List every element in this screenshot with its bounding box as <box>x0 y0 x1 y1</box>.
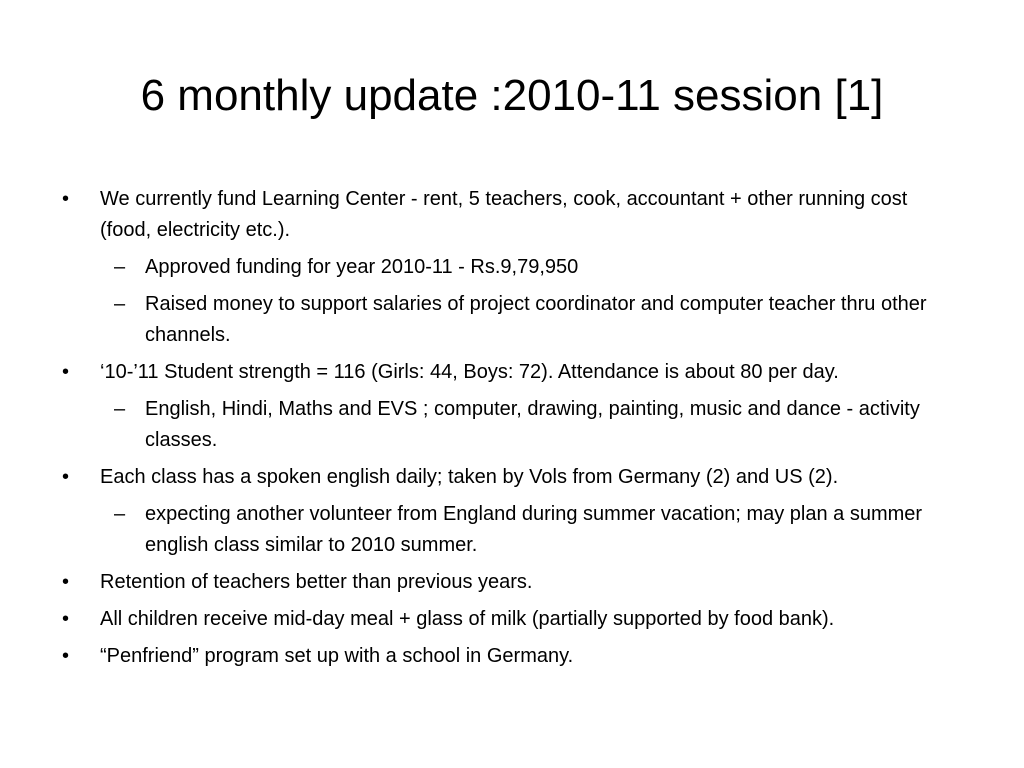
bullet-marker: • <box>62 645 70 667</box>
sub-bullet-item <box>62 394 965 456</box>
sub-bullet-text: English, Hindi, Maths and EVS ; computer, drawing, painting, music and dance - activity classes. <box>145 398 920 451</box>
bullet-marker: • <box>62 361 70 383</box>
bullet-marker: • <box>62 188 70 210</box>
bullet-marker: • <box>62 608 70 630</box>
dash-marker: – <box>114 398 126 420</box>
bullet-item <box>62 604 922 635</box>
sub-bullet-item <box>62 289 965 351</box>
bullet-item <box>62 641 922 672</box>
bullet-text: Each class has a spoken english daily; taken by Vols from Germany (2) and US (2). <box>100 466 839 488</box>
bullet-list <box>62 184 982 678</box>
dash-marker: – <box>114 293 126 315</box>
sub-bullet-item <box>62 252 965 283</box>
sub-bullet-text: expecting another volunteer from England during summer vacation; may plan a summer english class similar to 2010 summer. <box>145 503 923 556</box>
bullet-text: ‘10-’11 Student strength = 116 (Girls: 44, Boys: 72). Attendance is about 80 per day. <box>100 361 839 383</box>
sub-bullet-item <box>62 499 965 561</box>
bullet-marker: • <box>62 571 70 593</box>
bullet-text: Retention of teachers better than previous years. <box>100 571 533 593</box>
dash-marker: – <box>114 503 126 525</box>
bullet-text: We currently fund Learning Center - rent, 5 teachers, cook, accountant + other running cost (food, electricity etc.). <box>100 188 908 241</box>
bullet-marker: • <box>62 466 70 488</box>
bullet-item <box>62 462 922 493</box>
sub-bullet-text: Raised money to support salaries of project coordinator and computer teacher thru other channels. <box>145 293 927 346</box>
bullet-item <box>62 567 922 598</box>
bullet-text: All children receive mid-day meal + glass of milk (partially supported by food bank). <box>100 608 835 630</box>
bullet-item <box>62 357 922 388</box>
bullet-item <box>62 184 922 246</box>
bullet-text: “Penfriend” program set up with a school in Germany. <box>100 645 574 667</box>
dash-marker: – <box>114 256 126 278</box>
sub-bullet-text: Approved funding for year 2010-11 - Rs.9,79,950 <box>145 256 579 278</box>
slide-title: 6 monthly update :2010-11 session [1] <box>140 71 884 120</box>
